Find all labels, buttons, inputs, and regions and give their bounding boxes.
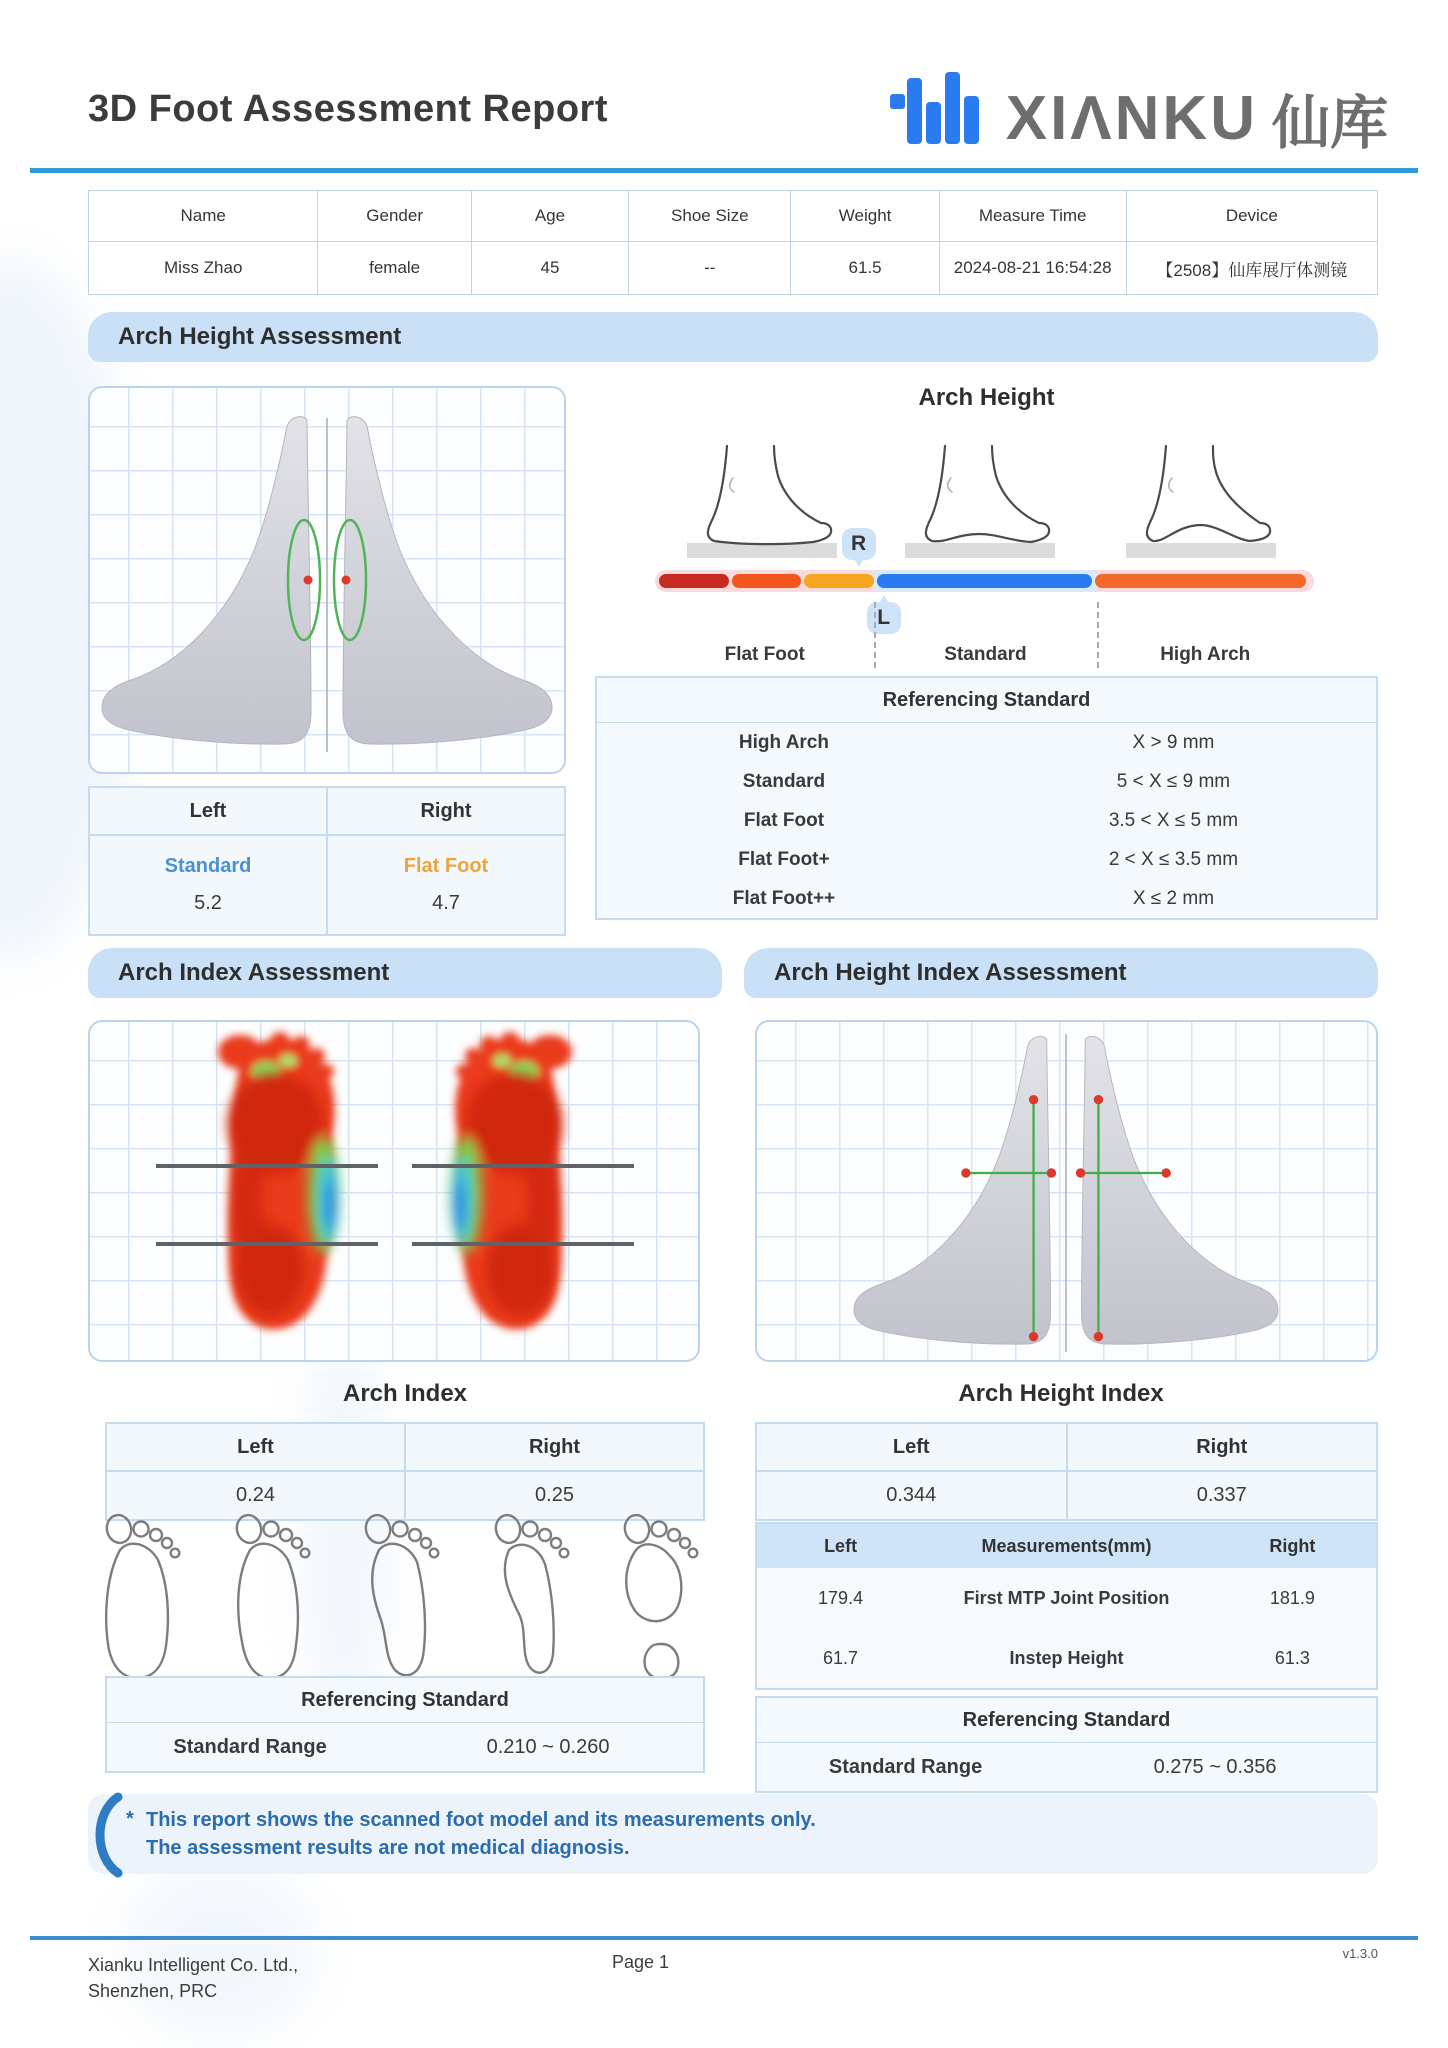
col-measure-time: Measure Time xyxy=(939,191,1126,242)
range-value: 0.275 ~ 0.356 xyxy=(1153,1755,1277,1778)
range-value: 0.210 ~ 0.260 xyxy=(486,1735,610,1758)
meas-name: Instep Height xyxy=(1009,1647,1124,1668)
col-gender: Gender xyxy=(318,191,471,242)
company-line1: Xianku Intelligent Co. Ltd., xyxy=(88,1955,299,1975)
section-arch-index-label: Arch Index Assessment xyxy=(118,959,390,986)
reference-row xyxy=(597,801,1376,840)
reference-row xyxy=(597,840,1376,879)
arch-height-index-model-image xyxy=(757,1022,1376,1360)
standard-range-row xyxy=(107,1723,703,1771)
right-foot-marker: R xyxy=(842,528,876,560)
meas-right-value: 61.3 xyxy=(1274,1647,1310,1668)
footprint-low-arch-icon xyxy=(226,1512,326,1682)
ref-label: Flat Foot xyxy=(743,809,825,831)
arch-type-footprint-icons xyxy=(96,1512,714,1682)
arch-height-reference-table xyxy=(595,676,1378,920)
arch-height-index-body xyxy=(757,1472,1376,1519)
ref-range: 3.5 < X ≤ 5 mm xyxy=(1108,809,1239,831)
zone-labels xyxy=(655,644,1314,666)
section-arch-height xyxy=(88,312,1378,362)
measurement-row xyxy=(757,1568,1376,1628)
footprint-heatmap-image xyxy=(90,1022,698,1360)
footer-divider xyxy=(30,1936,1418,1940)
col-name: Name xyxy=(89,191,318,242)
segment-flat-foot-pp xyxy=(659,574,729,588)
value-weight: 61.5 xyxy=(791,242,939,295)
section-arch-height-index-label: Arch Height Index Assessment xyxy=(774,959,1127,986)
value-name: Miss Zhao xyxy=(89,242,318,295)
range-label: Standard Range xyxy=(828,1755,983,1778)
disclaimer-line1: This report shows the scanned foot model and its measurements only. xyxy=(146,1809,816,1831)
meas-left-value: 61.7 xyxy=(823,1647,859,1668)
ref-label: Standard xyxy=(742,770,826,792)
meas-left-value: 179.4 xyxy=(818,1587,864,1608)
ref-label: High Arch xyxy=(738,731,829,753)
foot-sketch-standard-icon xyxy=(899,442,1069,562)
zone-standard: Standard xyxy=(944,644,1027,665)
header-left: Left xyxy=(90,788,328,834)
col-shoe-size: Shoe Size xyxy=(629,191,791,242)
meas-name: First MTP Joint Position xyxy=(963,1587,1170,1608)
arch-index-table xyxy=(105,1422,705,1521)
arch-index-title: Arch Index xyxy=(342,1380,468,1407)
patient-header-row xyxy=(89,191,1378,242)
measurements-header xyxy=(757,1524,1376,1568)
zone-high-arch: High Arch xyxy=(1160,644,1251,665)
measurement-row xyxy=(757,1628,1376,1688)
reference-row xyxy=(597,723,1376,762)
ref-label: Flat Foot++ xyxy=(732,887,836,909)
arch-height-index-model-panel xyxy=(755,1020,1378,1362)
reference-title: Referencing Standard xyxy=(107,1678,703,1723)
reference-row xyxy=(597,879,1376,918)
arch-height-result-body xyxy=(90,836,564,934)
reference-row xyxy=(597,762,1376,801)
disclaimer-box xyxy=(88,1794,1378,1874)
ref-range: X ≤ 2 mm xyxy=(1132,887,1215,909)
arch-index-reference-table xyxy=(105,1676,705,1773)
footprint-heatmap-panel xyxy=(88,1020,700,1362)
range-label: Standard Range xyxy=(173,1735,327,1758)
footprint-high-arch-icon xyxy=(485,1512,585,1682)
patient-info-table xyxy=(88,190,1378,295)
disclaimer-line2: The assessment results are not medical diagnosis. xyxy=(146,1837,630,1859)
right-ahi-value: 0.337 xyxy=(1196,1484,1247,1506)
segment-high-arch xyxy=(1095,574,1307,588)
page-title: 3D Foot Assessment Report xyxy=(88,88,608,130)
header-right: Right xyxy=(420,799,472,822)
segment-flat-foot xyxy=(804,574,874,588)
heel-model-panel xyxy=(88,386,566,774)
reference-title: Referencing Standard xyxy=(757,1698,1376,1743)
patient-value-row xyxy=(89,242,1378,295)
arch-height-result-table xyxy=(88,786,566,936)
ref-range: 2 < X ≤ 3.5 mm xyxy=(1108,848,1239,870)
standard-range-row xyxy=(757,1743,1376,1791)
col-age: Age xyxy=(471,191,628,242)
brand-logo xyxy=(890,72,1388,164)
footprint-standard-icon xyxy=(355,1512,455,1682)
header-left: Left xyxy=(757,1424,1068,1470)
right-result-cell xyxy=(328,836,564,934)
header-divider xyxy=(30,168,1418,173)
left-foot-marker: L xyxy=(867,602,901,634)
value-shoe-size: -- xyxy=(629,242,791,295)
value-measure-time: 2024-08-21 16:54:28 xyxy=(939,242,1126,295)
footer-company xyxy=(88,1952,298,2004)
footer-page-number: Page 1 xyxy=(612,1952,670,1972)
xianku-logo-icon xyxy=(890,72,994,164)
measurements-table xyxy=(755,1522,1378,1690)
company-line2: Shenzhen, PRC xyxy=(88,1981,218,2001)
section-arch-index xyxy=(88,948,722,998)
zone-flat-foot: Flat Foot xyxy=(724,644,805,665)
footprint-flat-icon xyxy=(96,1512,196,1682)
scale-track xyxy=(655,532,1314,665)
bracket-icon xyxy=(84,1791,126,1879)
arch-height-index-title: Arch Height Index xyxy=(958,1380,1164,1407)
ref-range: 5 < X ≤ 9 mm xyxy=(1116,770,1231,792)
section-arch-height-index xyxy=(744,948,1378,998)
arch-height-index-header xyxy=(757,1424,1376,1472)
left-result-cell xyxy=(90,836,328,934)
foot-sketch-flat-icon xyxy=(681,442,851,562)
right-arch-height-value: 4.7 xyxy=(432,892,460,914)
segment-flat-foot-p xyxy=(732,574,802,588)
value-gender: female xyxy=(318,242,471,295)
foot-sketch-high-arch-icon xyxy=(1120,442,1290,562)
brand-name-cn: 仙库 xyxy=(1271,91,1388,156)
col-weight: Weight xyxy=(791,191,939,242)
right-arch-index-value: 0.25 xyxy=(535,1484,574,1506)
reference-title: Referencing Standard xyxy=(597,678,1376,723)
left-ahi-cell xyxy=(757,1472,1068,1519)
arch-height-result-header xyxy=(90,788,564,836)
meas-header-left: Left xyxy=(824,1535,858,1556)
value-device: 【2508】仙库展厅体测镜 xyxy=(1126,242,1377,295)
header-right: Right xyxy=(528,1435,581,1458)
brand-name-en: XIΛNKU xyxy=(1005,83,1258,153)
disclaimer-asterisk: * xyxy=(126,1808,134,1830)
right-ahi-cell xyxy=(1068,1472,1377,1519)
arch-height-index-table xyxy=(755,1422,1378,1521)
value-age: 45 xyxy=(471,242,628,295)
arch-index-header xyxy=(107,1424,703,1472)
header-left: Left xyxy=(107,1424,406,1470)
ref-range: X > 9 mm xyxy=(1132,731,1215,753)
left-classification: Standard xyxy=(164,855,252,877)
heel-3d-model-image xyxy=(90,388,564,772)
left-arch-height-value: 5.2 xyxy=(194,892,222,914)
meas-right-value: 181.9 xyxy=(1269,1587,1315,1608)
col-device: Device xyxy=(1126,191,1377,242)
header-right: Right xyxy=(1196,1435,1248,1458)
scale-segments xyxy=(659,574,1310,588)
disclaimer-text xyxy=(146,1806,816,1862)
footer-version: v1.3.0 xyxy=(1342,1946,1378,1961)
section-arch-height-label: Arch Height Assessment xyxy=(118,323,402,350)
footprint-extreme-arch-icon xyxy=(614,1512,714,1682)
ref-label: Flat Foot+ xyxy=(738,848,830,870)
meas-header-name: Measurements(mm) xyxy=(981,1535,1152,1556)
meas-header-right: Right xyxy=(1269,1535,1316,1556)
left-ahi-value: 0.344 xyxy=(886,1484,937,1506)
arch-height-index-reference-table xyxy=(755,1696,1378,1793)
arch-height-chart-title: Arch Height xyxy=(918,384,1055,411)
left-arch-index-value: 0.24 xyxy=(236,1484,275,1506)
segment-standard xyxy=(877,574,1092,588)
right-classification: Flat Foot xyxy=(403,855,489,877)
foot-silhouette-watermark xyxy=(120,1860,320,2040)
